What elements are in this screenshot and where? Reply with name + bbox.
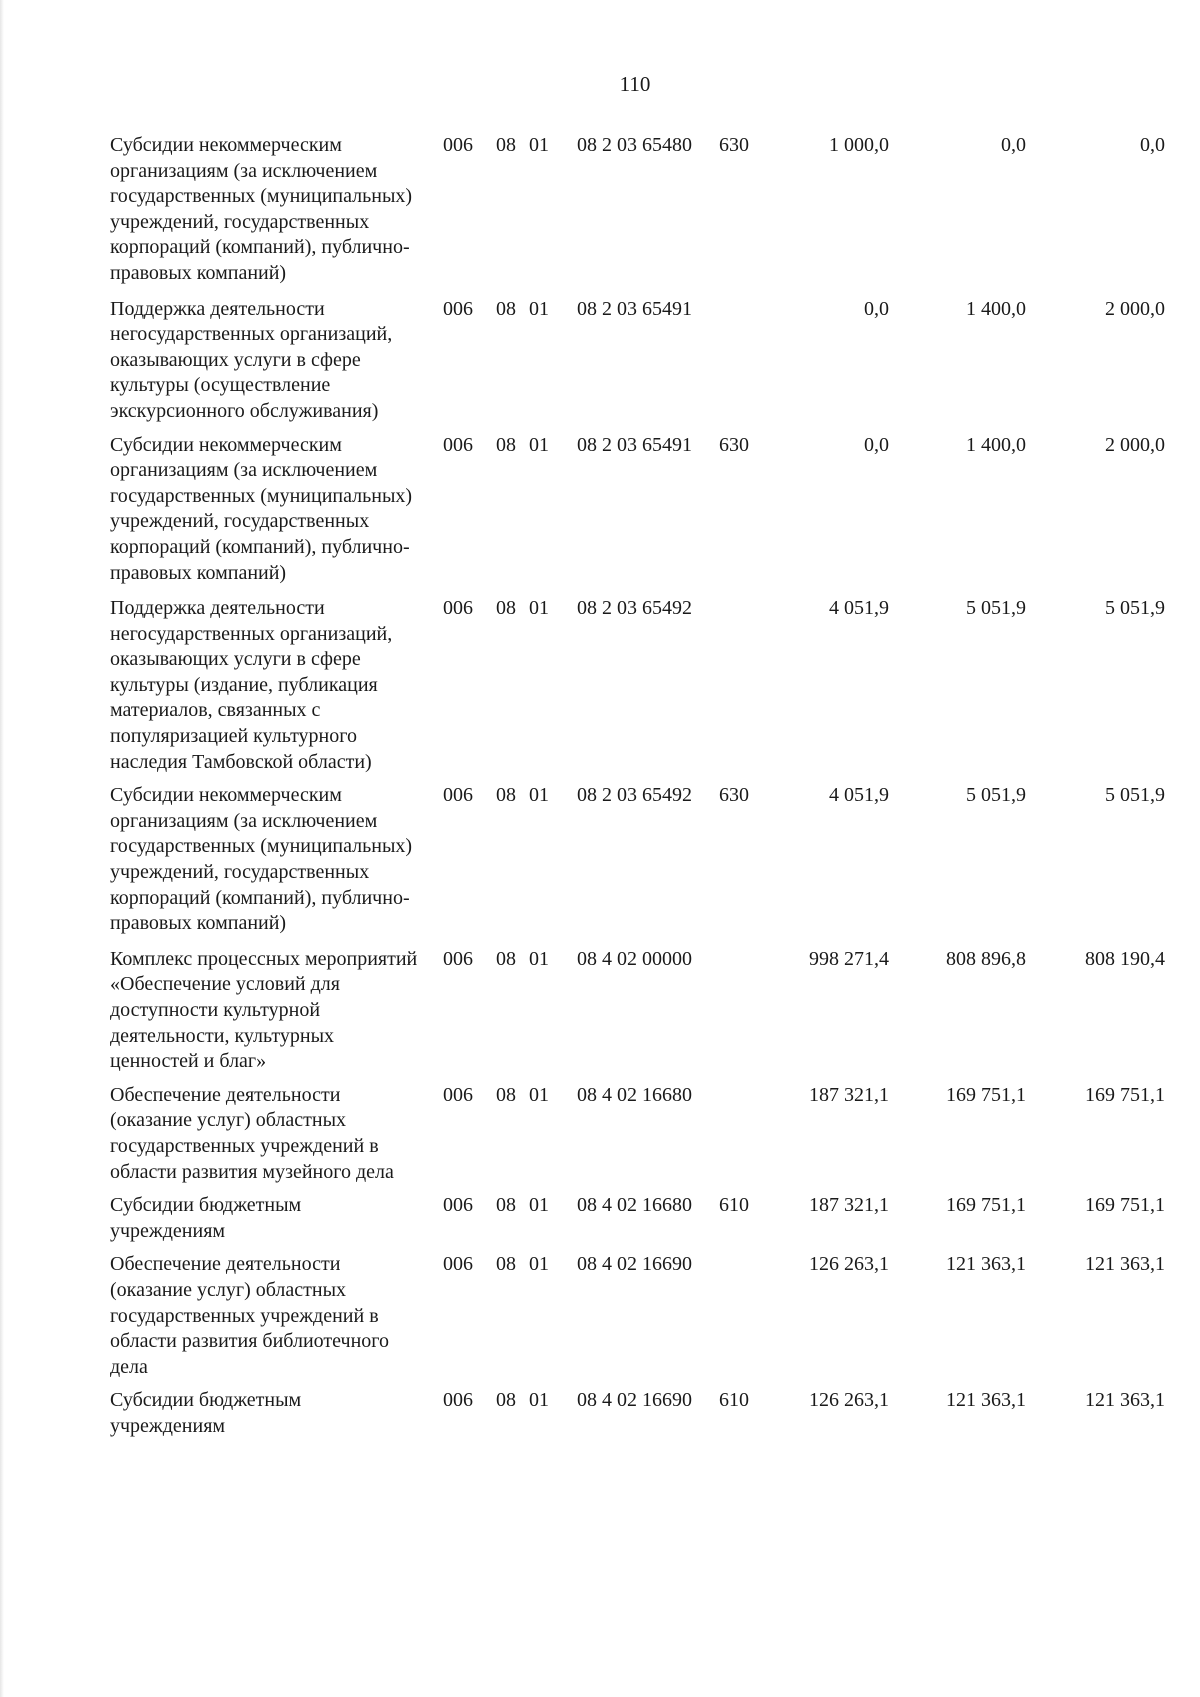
cell-year1: 998 271,4 — [809, 947, 889, 970]
cell-year2: 5 051,9 — [966, 597, 1026, 620]
cell-vr: 630 — [719, 433, 749, 456]
cell-gr: 006 — [443, 1194, 473, 1217]
row-name: Обеспечение деятельности (оказание услуг) областных государственных учреждений в области развития музейного дела — [110, 1083, 394, 1183]
row-name: Обеспечение деятельности (оказание услуг) областных государственных учреждений в области развития библиотечного дела — [110, 1253, 389, 1378]
row-name: Поддержка деятельности негосударственных организаций, оказывающих услуги в сфере культуры (издание, публикация материалов, связанных с популяризацией культурного наследия Тамбовской области) — [110, 597, 393, 773]
cell-pr: 01 — [529, 1253, 549, 1276]
cell-year2: 169 751,1 — [946, 1083, 1026, 1106]
cell-gr: 006 — [443, 1389, 473, 1412]
cell-csr: 08 4 02 16680 — [577, 1083, 692, 1106]
cell-year3: 121 363,1 — [1085, 1389, 1165, 1412]
cell-pr: 01 — [529, 597, 549, 620]
cell-year3: 5 051,9 — [1105, 784, 1165, 807]
cell-pr: 01 — [529, 1194, 549, 1217]
cell-rz: 08 — [496, 1194, 516, 1217]
cell-pr: 01 — [529, 1083, 549, 1106]
cell-rz: 08 — [496, 1253, 516, 1276]
cell-gr: 006 — [443, 433, 473, 456]
cell-pr: 01 — [529, 947, 549, 970]
cell-year2: 0,0 — [1001, 134, 1026, 156]
cell-csr: 08 4 02 16680 — [577, 1194, 692, 1217]
table-row — [110, 133, 1175, 287]
cell-year2: 1 400,0 — [966, 297, 1026, 320]
cell-vr: 610 — [719, 1194, 749, 1217]
cell-gr: 006 — [443, 1083, 473, 1106]
cell-csr: 08 2 03 65492 — [577, 597, 692, 620]
table-row — [110, 1083, 1175, 1185]
row-name: Субсидии некоммерческим организациям (за исключением государственных (муниципальных) учреждений, государственных корпораций (компаний), публично-правовых компаний) — [110, 784, 413, 935]
row-name: Комплекс процессных мероприятий «Обеспечение условий для доступности культурной деятельности, культурных ценностей и благ» — [110, 947, 418, 1073]
cell-year3: 5 051,9 — [1105, 597, 1165, 620]
cell-rz: 08 — [496, 433, 516, 456]
cell-vr: 630 — [719, 134, 749, 156]
table-row — [110, 1193, 1175, 1244]
cell-year1: 126 263,1 — [809, 1253, 889, 1276]
cell-year1: 4 051,9 — [829, 597, 889, 620]
cell-gr: 006 — [443, 134, 473, 156]
cell-gr: 006 — [443, 784, 473, 807]
cell-rz: 08 — [496, 1389, 516, 1412]
cell-pr: 01 — [529, 297, 549, 320]
table-row — [110, 433, 1175, 587]
cell-csr: 08 4 02 16690 — [577, 1253, 692, 1276]
cell-vr: 630 — [719, 784, 749, 807]
cell-csr: 08 2 03 65480 — [577, 134, 692, 156]
cell-csr: 08 2 03 65492 — [577, 784, 692, 807]
cell-pr: 01 — [529, 134, 549, 156]
cell-gr: 006 — [443, 597, 473, 620]
table-row — [110, 947, 1175, 1075]
cell-year1: 126 263,1 — [809, 1389, 889, 1412]
cell-year2: 5 051,9 — [966, 784, 1026, 807]
cell-pr: 01 — [529, 784, 549, 807]
table-row — [110, 297, 1175, 425]
cell-year3: 808 190,4 — [1085, 947, 1165, 970]
budget-table — [110, 133, 1175, 1440]
cell-year1: 187 321,1 — [809, 1083, 889, 1106]
cell-year1: 1 000,0 — [829, 134, 889, 156]
cell-csr: 08 2 03 65491 — [577, 297, 692, 320]
cell-year2: 121 363,1 — [946, 1253, 1026, 1276]
page-number: 110 — [619, 72, 651, 96]
cell-csr: 08 2 03 65491 — [577, 433, 692, 456]
row-name: Субсидии некоммерческим организациям (за исключением государственных (муниципальных) учреждений, государственных корпораций (компаний), публично-правовых компаний) — [110, 134, 413, 284]
row-name: Поддержка деятельности негосударственных организаций, оказывающих услуги в сфере культуры (осуществление экскурсионного обслуживания) — [110, 297, 393, 422]
cell-year2: 808 896,8 — [946, 947, 1026, 970]
cell-year3: 121 363,1 — [1085, 1253, 1165, 1276]
cell-csr: 08 4 02 16690 — [577, 1389, 692, 1412]
table-row — [110, 1388, 1175, 1439]
cell-rz: 08 — [496, 947, 516, 970]
cell-gr: 006 — [443, 297, 473, 320]
cell-year2: 1 400,0 — [966, 433, 1026, 456]
table-row — [110, 596, 1175, 775]
cell-vr: 610 — [719, 1389, 749, 1412]
cell-rz: 08 — [496, 134, 516, 156]
row-name: Субсидии бюджетным учреждениям — [110, 1389, 302, 1437]
table-row — [110, 1252, 1175, 1380]
cell-rz: 08 — [496, 784, 516, 807]
cell-year3: 169 751,1 — [1085, 1194, 1165, 1217]
cell-year3: 2 000,0 — [1105, 297, 1165, 320]
cell-rz: 08 — [496, 1083, 516, 1106]
cell-year1: 0,0 — [864, 297, 889, 320]
cell-year2: 121 363,1 — [946, 1389, 1026, 1412]
cell-year1: 0,0 — [864, 433, 889, 456]
row-name: Субсидии бюджетным учреждениям — [110, 1194, 302, 1242]
cell-year1: 187 321,1 — [809, 1194, 889, 1217]
row-name: Субсидии некоммерческим организациям (за исключением государственных (муниципальных) учреждений, государственных корпораций (компаний), публично-правовых компаний) — [110, 433, 413, 584]
scan-edge-shadow — [0, 0, 4, 1697]
cell-csr: 08 4 02 00000 — [577, 947, 692, 970]
table-row — [110, 783, 1175, 937]
cell-rz: 08 — [496, 597, 516, 620]
cell-pr: 01 — [529, 1389, 549, 1412]
cell-gr: 006 — [443, 947, 473, 970]
cell-rz: 08 — [496, 297, 516, 320]
cell-year3: 169 751,1 — [1085, 1083, 1165, 1106]
cell-pr: 01 — [529, 433, 549, 456]
cell-year3: 2 000,0 — [1105, 433, 1165, 456]
cell-year3: 0,0 — [1140, 134, 1165, 156]
cell-year2: 169 751,1 — [946, 1194, 1026, 1217]
cell-year1: 4 051,9 — [829, 784, 889, 807]
cell-gr: 006 — [443, 1253, 473, 1276]
